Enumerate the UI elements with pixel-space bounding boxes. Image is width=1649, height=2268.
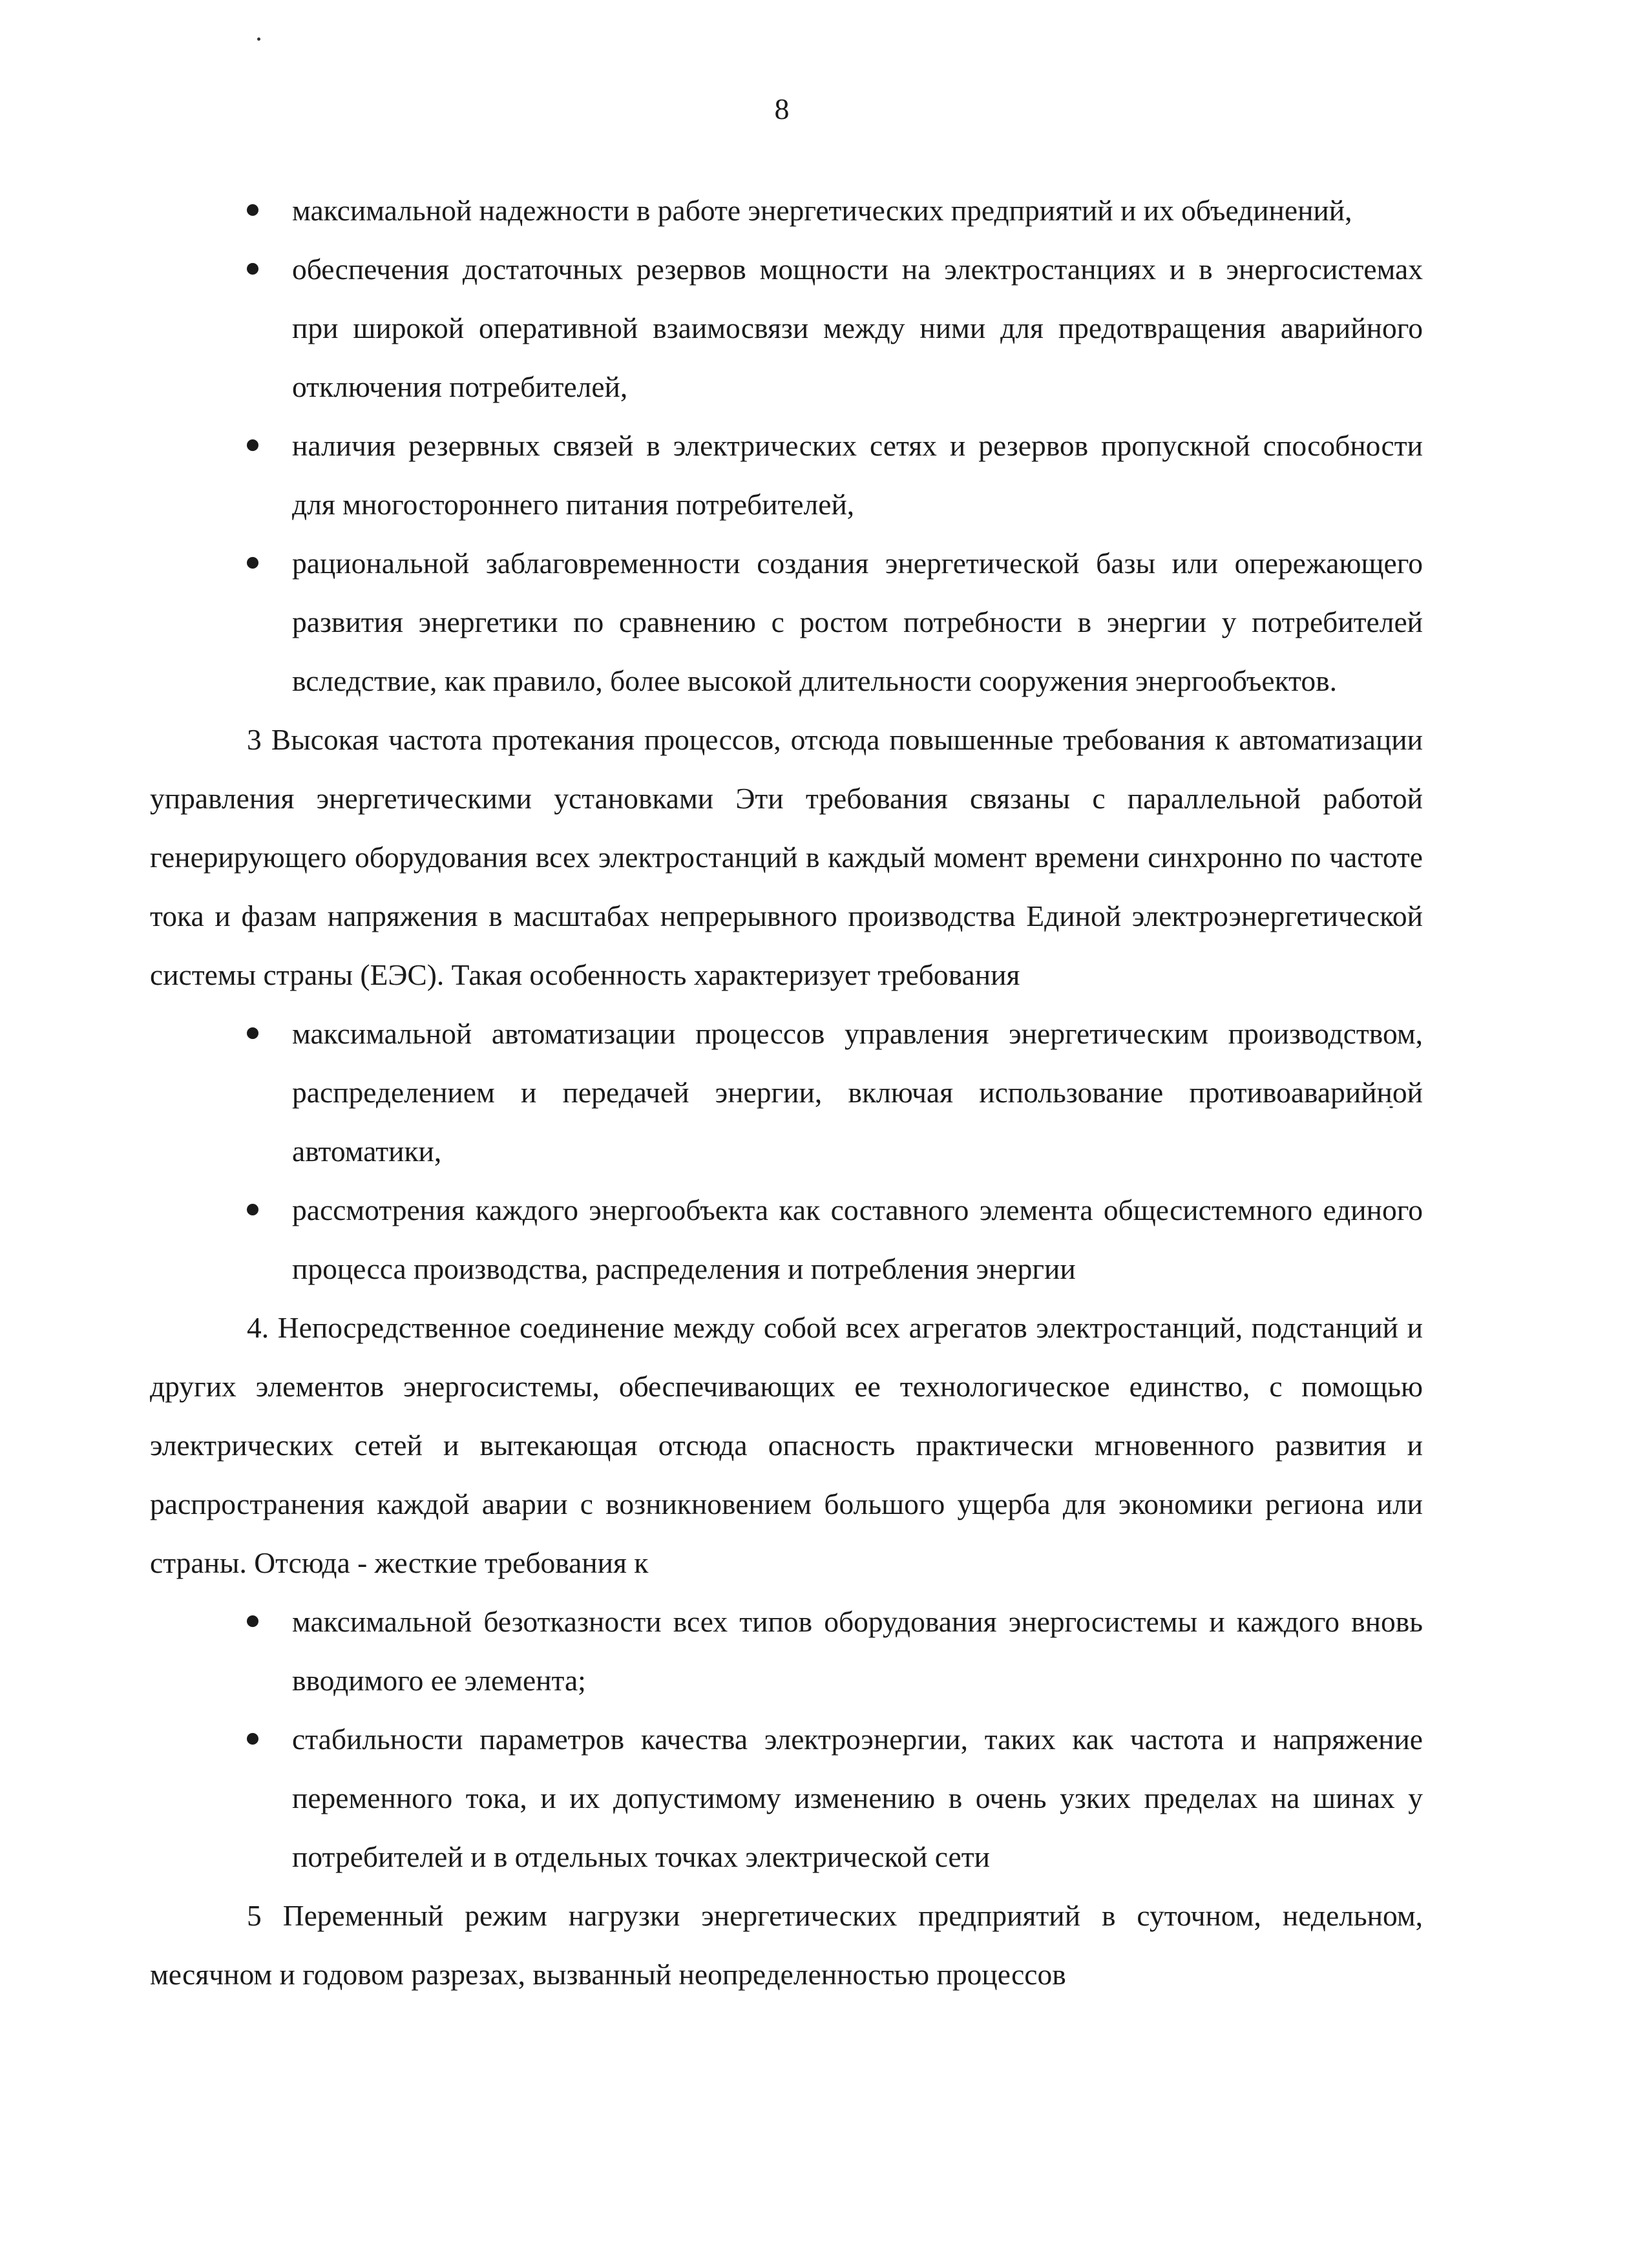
list-item-text: рациональной заблаговременности создания энергетической базы или опережающего развития энергетики по сравнению с ростом потребности в энергии у потребителей вследствие, как правило, более высокой длительности сооружения энергообъектов.	[292, 547, 1423, 697]
list-item	[150, 534, 1423, 710]
list-item	[150, 1181, 1423, 1298]
paragraph-4: 4. Непосредственное соединение между собой всех агрегатов электростанций, подстанций и других элементов энергосистемы, обеспечивающих ее технологическое единство, с помощью электрических сетей и вытекающая отсюда опасность практически мгновенного развития и распространения каждой аварии с возникновением большого ущерба для экономики региона или страны. Отсюда - жесткие требования к	[150, 1311, 1423, 1579]
bullet-list	[150, 1592, 1423, 1886]
bullet-icon	[247, 1615, 258, 1627]
list-item-text: наличия резервных связей в электрических сетях и резервов пропускной способности для многостороннего питания потребителей,	[292, 429, 1423, 521]
bullet-icon	[247, 557, 258, 569]
list-item-text: рассмотрения каждого энергообъекта как составного элемента общесистемного единого процесса производства, распределения и потребления энергии	[292, 1193, 1423, 1285]
list-item	[150, 1004, 1423, 1181]
scan-speck	[257, 37, 260, 41]
list-item	[150, 416, 1423, 534]
document-body	[150, 181, 1423, 2004]
bullet-icon	[247, 1204, 258, 1215]
bullet-icon	[247, 1027, 258, 1039]
list-item	[150, 1710, 1423, 1886]
list-item-text: стабильности параметров качества электроэнергии, таких как частота и напряжение переменного тока, и их допустимому изменению в очень узких пределах на шинах у потребителей и в отдельных точках электрической сети	[292, 1723, 1423, 1873]
list-item-text: обеспечения достаточных резервов мощности на электростанциях и в энергосистемах при широкой оперативной взаимосвязи между ними для предотвращения аварийного отключения потребителей,	[292, 253, 1423, 403]
list-item-text: максимальной безотказности всех типов оборудования энергосистемы и каждого вновь вводимого ее элемента;	[292, 1605, 1423, 1697]
list-item	[150, 181, 1423, 240]
bullet-list	[150, 181, 1423, 710]
bullet-list	[150, 1004, 1423, 1298]
bullet-icon	[247, 1733, 258, 1745]
paragraph-5: 5 Переменный режим нагрузки энергетических предприятий в суточном, недельном, месячном и годовом разрезах, вызванный неопределенностью процессов	[150, 1899, 1423, 1991]
bullet-icon	[247, 263, 258, 275]
list-item-text: максимальной надежности в работе энергетических предприятий и их объединений,	[292, 194, 1352, 227]
list-item-text: максимальной автоматизации процессов управления энергетическим производством, распределением и передачей энергии, включая использование противоаварийной автоматики,	[292, 1017, 1423, 1168]
paragraph-3: 3 Высокая частота протекания процессов, отсюда повышенные требования к автоматизации управления энергетическими установками Эти требования связаны с параллельной работой генерирующего оборудования всех электростанций в каждый момент времени синхронно по частоте тока и фазам напряжения в масштабах непрерывного производства Единой электроэнергетической системы страны (ЕЭС). Такая особенность характеризует требования	[150, 723, 1423, 991]
bullet-icon	[247, 439, 258, 451]
list-item	[150, 240, 1423, 416]
list-item	[150, 1592, 1423, 1710]
bullet-icon	[247, 204, 258, 216]
page-number: 8	[774, 92, 790, 125]
